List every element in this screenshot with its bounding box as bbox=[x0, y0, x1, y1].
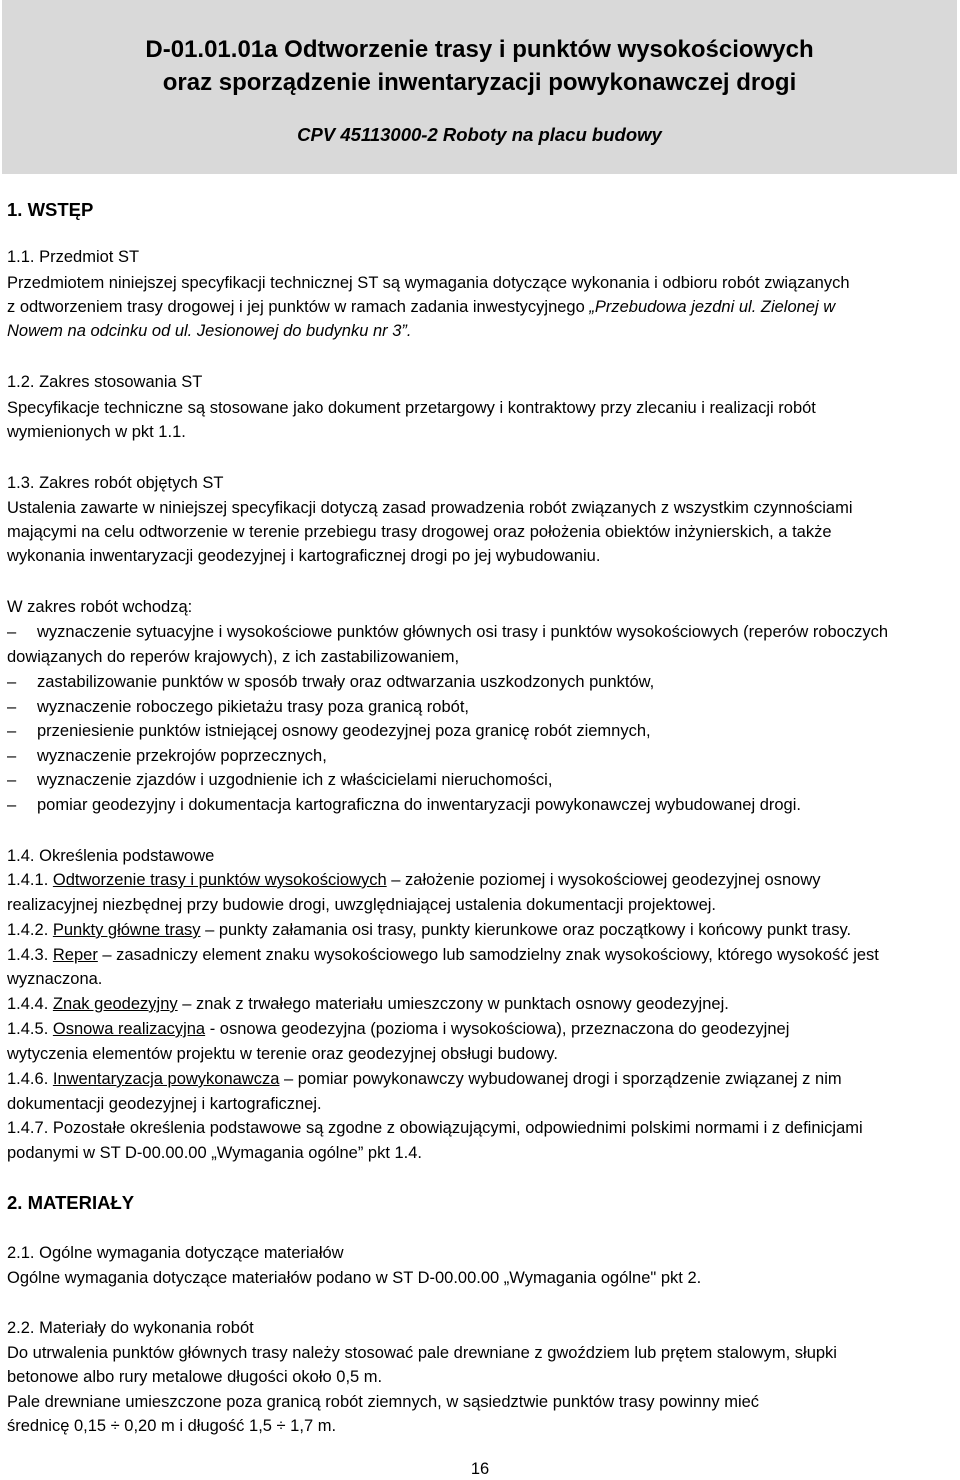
project-name-italic: „Przebudowa jezdni ul. Zielonej w bbox=[589, 298, 836, 316]
definition-text: – założenie poziomej i wysokościowej geodezyjnej osnowy bbox=[386, 871, 821, 889]
paragraph-line: Ustalenia zawarte w niniejszej specyfikacji dotyczą zasad prowadzenia robót związanych z wszystkim czynnościami bbox=[7, 499, 853, 517]
paragraph-line bbox=[7, 296, 950, 318]
subsection-heading-2-1: 2.1. Ogólne wymagania dotyczące materiałów bbox=[7, 1244, 344, 1262]
subsection-heading-1-1: 1.1. Przedmiot ST bbox=[7, 248, 140, 266]
dash-bullet: – bbox=[7, 698, 17, 716]
definition-continuation: dokumentacji geodezyjnej i kartograficznej. bbox=[7, 1095, 322, 1113]
list-item-text: pomiar geodezyjny i dokumentacja kartograficzna do inwentaryzacji powykonawczej wybudowanej drogi. bbox=[37, 796, 801, 814]
definition-term: Inwentaryzacja powykonawcza bbox=[52, 1070, 280, 1088]
section-heading-1: 1. WSTĘP bbox=[7, 199, 94, 220]
definition bbox=[7, 1068, 950, 1090]
definition-number: 1.4.2. bbox=[7, 921, 53, 939]
definition bbox=[7, 919, 950, 941]
definition-number: 1.4.3. bbox=[7, 946, 53, 964]
document-header bbox=[2, 0, 957, 174]
list-item bbox=[7, 720, 950, 742]
cpv-code: CPV 45113000-2 Roboty na placu budowy bbox=[297, 124, 662, 145]
definition-term: Odtworzenie trasy i punktów wysokościowych bbox=[52, 871, 387, 889]
paragraph-line: Przedmiotem niniejszej specyfikacji technicznej ST są wymagania dotyczące wykonania i odbioru robót związanych bbox=[7, 274, 850, 292]
definition bbox=[7, 869, 950, 891]
list-item-text: wyznaczenie przekrojów poprzecznych, bbox=[37, 747, 327, 765]
definition-continuation: realizacyjnej niezbędnej przy budowie drogi, uwzględniającej ustalenia dokumentacji projektowej. bbox=[7, 896, 716, 914]
page-number: 16 bbox=[470, 1460, 490, 1478]
definition-continuation: wyznaczona. bbox=[7, 970, 103, 988]
definition bbox=[7, 1018, 950, 1040]
list-item-text: przeniesienie punktów istniejącej osnowy geodezyjnej poza granicę robót ziemnych, bbox=[37, 722, 651, 740]
definition bbox=[7, 993, 950, 1015]
subsection-heading-1-2: 1.2. Zakres stosowania ST bbox=[7, 373, 203, 391]
definition-text: – znak z trwałego materiału umieszczony w punktach osnowy geodezyjnej. bbox=[177, 995, 729, 1013]
list-item-text: wyznaczenie zjazdów i uzgodnienie ich z właścicielami nieruchomości, bbox=[37, 771, 553, 789]
list-item bbox=[7, 621, 950, 643]
paragraph-line: mającymi na celu odtworzenie w terenie przebiegu trasy drogowej oraz położenia obiektów inżynierskich, a także bbox=[7, 523, 832, 541]
subsection-heading-1-3: 1.3. Zakres robót objętych ST bbox=[7, 474, 224, 492]
section-heading-2: 2. MATERIAŁY bbox=[7, 1192, 135, 1213]
paragraph-line: Do utrwalenia punktów głównych trasy należy stosować pale drewniane z gwoździem lub prętem stalowym, słupki bbox=[7, 1344, 837, 1362]
list-item bbox=[7, 671, 950, 693]
dash-bullet: – bbox=[7, 623, 17, 641]
paragraph-line: wykonania inwentaryzacji geodezyjnej i kartograficznej drogi po jej wybudowaniu. bbox=[7, 547, 601, 565]
spec-title-line2: oraz sporządzenie inwentaryzacji powykonawczej drogi bbox=[162, 69, 797, 96]
definition-number: 1.4.6. bbox=[7, 1070, 53, 1088]
definition-text: – punkty załamania osi trasy, punkty kierunkowe oraz początkowy i końcowy punkt trasy. bbox=[200, 921, 852, 939]
subsection-heading-2-2: 2.2. Materiały do wykonania robót bbox=[7, 1319, 254, 1337]
list-item bbox=[7, 696, 950, 718]
definition-text: – pomiar powykonawczy wybudowanej drogi i sporządzenie związanej z nim bbox=[279, 1070, 842, 1088]
definition-term: Reper bbox=[52, 946, 98, 964]
paragraph-line: średnicę 0,15 ÷ 0,20 m i długość 1,5 ÷ 1,7 m. bbox=[7, 1417, 337, 1435]
definition-number: 1.4.4. bbox=[7, 995, 53, 1013]
list-item bbox=[7, 769, 950, 791]
list-item bbox=[7, 794, 950, 816]
dash-bullet: – bbox=[7, 771, 17, 789]
list-item-text: wyznaczenie roboczego pikietażu trasy poza granicą robót, bbox=[37, 698, 469, 716]
definition-text: – zasadniczy element znaku wysokościowego lub samodzielny znak wysokościowy, którego wysokość jest bbox=[97, 946, 879, 964]
paragraph-line: wymienionych w pkt 1.1. bbox=[7, 423, 186, 441]
paragraph-line: Ogólne wymagania dotyczące materiałów podano w ST D-00.00.00 „Wymagania ogólne" pkt 2. bbox=[7, 1269, 702, 1287]
list-item-continuation: dowiązanych do reperów krajowych), z ich zastabilizowaniem, bbox=[7, 648, 460, 666]
definition-term: Punkty główne trasy bbox=[52, 921, 201, 939]
paragraph-text: z odtworzeniem trasy drogowej i jej punktów w ramach zadania inwestycyjnego bbox=[7, 298, 590, 316]
definition-text: - osnowa geodezyjna (pozioma i wysokościowa), przeznaczona do geodezyjnej bbox=[205, 1020, 790, 1038]
subsection-heading-1-4: 1.4. Określenia podstawowe bbox=[7, 847, 215, 865]
scope-intro: W zakres robót wchodzą: bbox=[7, 598, 193, 616]
definition-continuation: podanymi w ST D-00.00.00 „Wymagania ogólne” pkt 1.4. bbox=[7, 1144, 423, 1162]
definition: 1.4.7. Pozostałe określenia podstawowe są zgodne z obowiązującymi, odpowiednimi polskimi normami i z definicjami bbox=[7, 1119, 863, 1137]
list-item-text: zastabilizowanie punktów w sposób trwały oraz odtwarzania uszkodzonych punktów, bbox=[37, 673, 655, 691]
dash-bullet: – bbox=[7, 722, 17, 740]
definition-term: Znak geodezyjny bbox=[52, 995, 178, 1013]
definition bbox=[7, 944, 950, 966]
paragraph-line: betonowe albo rury metalowe długości około 0,5 m. bbox=[7, 1368, 383, 1386]
dash-bullet: – bbox=[7, 747, 17, 765]
paragraph-line: Specyfikacje techniczne są stosowane jako dokument przetargowy i kontraktowy przy zlecaniu i realizacji robót bbox=[7, 399, 816, 417]
paragraph-line: Pale drewniane umieszczone poza granicą robót ziemnych, w sąsiedztwie punktów trasy powinny mieć bbox=[7, 1393, 760, 1411]
definition-number: 1.4.5. bbox=[7, 1020, 53, 1038]
list-item-text: wyznaczenie sytuacyjne i wysokościowe punktów głównych osi trasy i punktów wysokościowych (reperów roboczych bbox=[37, 623, 889, 641]
project-name-italic: Nowem na odcinku od ul. Jesionowej do budynku nr 3”. bbox=[7, 322, 412, 340]
dash-bullet: – bbox=[7, 673, 17, 691]
dash-bullet: – bbox=[7, 796, 17, 814]
definition-number: 1.4.1. bbox=[7, 871, 53, 889]
definition-term: Osnowa realizacyjna bbox=[52, 1020, 206, 1038]
list-item bbox=[7, 745, 950, 767]
spec-title-line1: D-01.01.01a Odtworzenie trasy i punktów wysokościowych bbox=[145, 36, 814, 63]
definition-continuation: wytyczenia elementów projektu w terenie oraz geodezyjnej obsługi budowy. bbox=[7, 1045, 558, 1063]
